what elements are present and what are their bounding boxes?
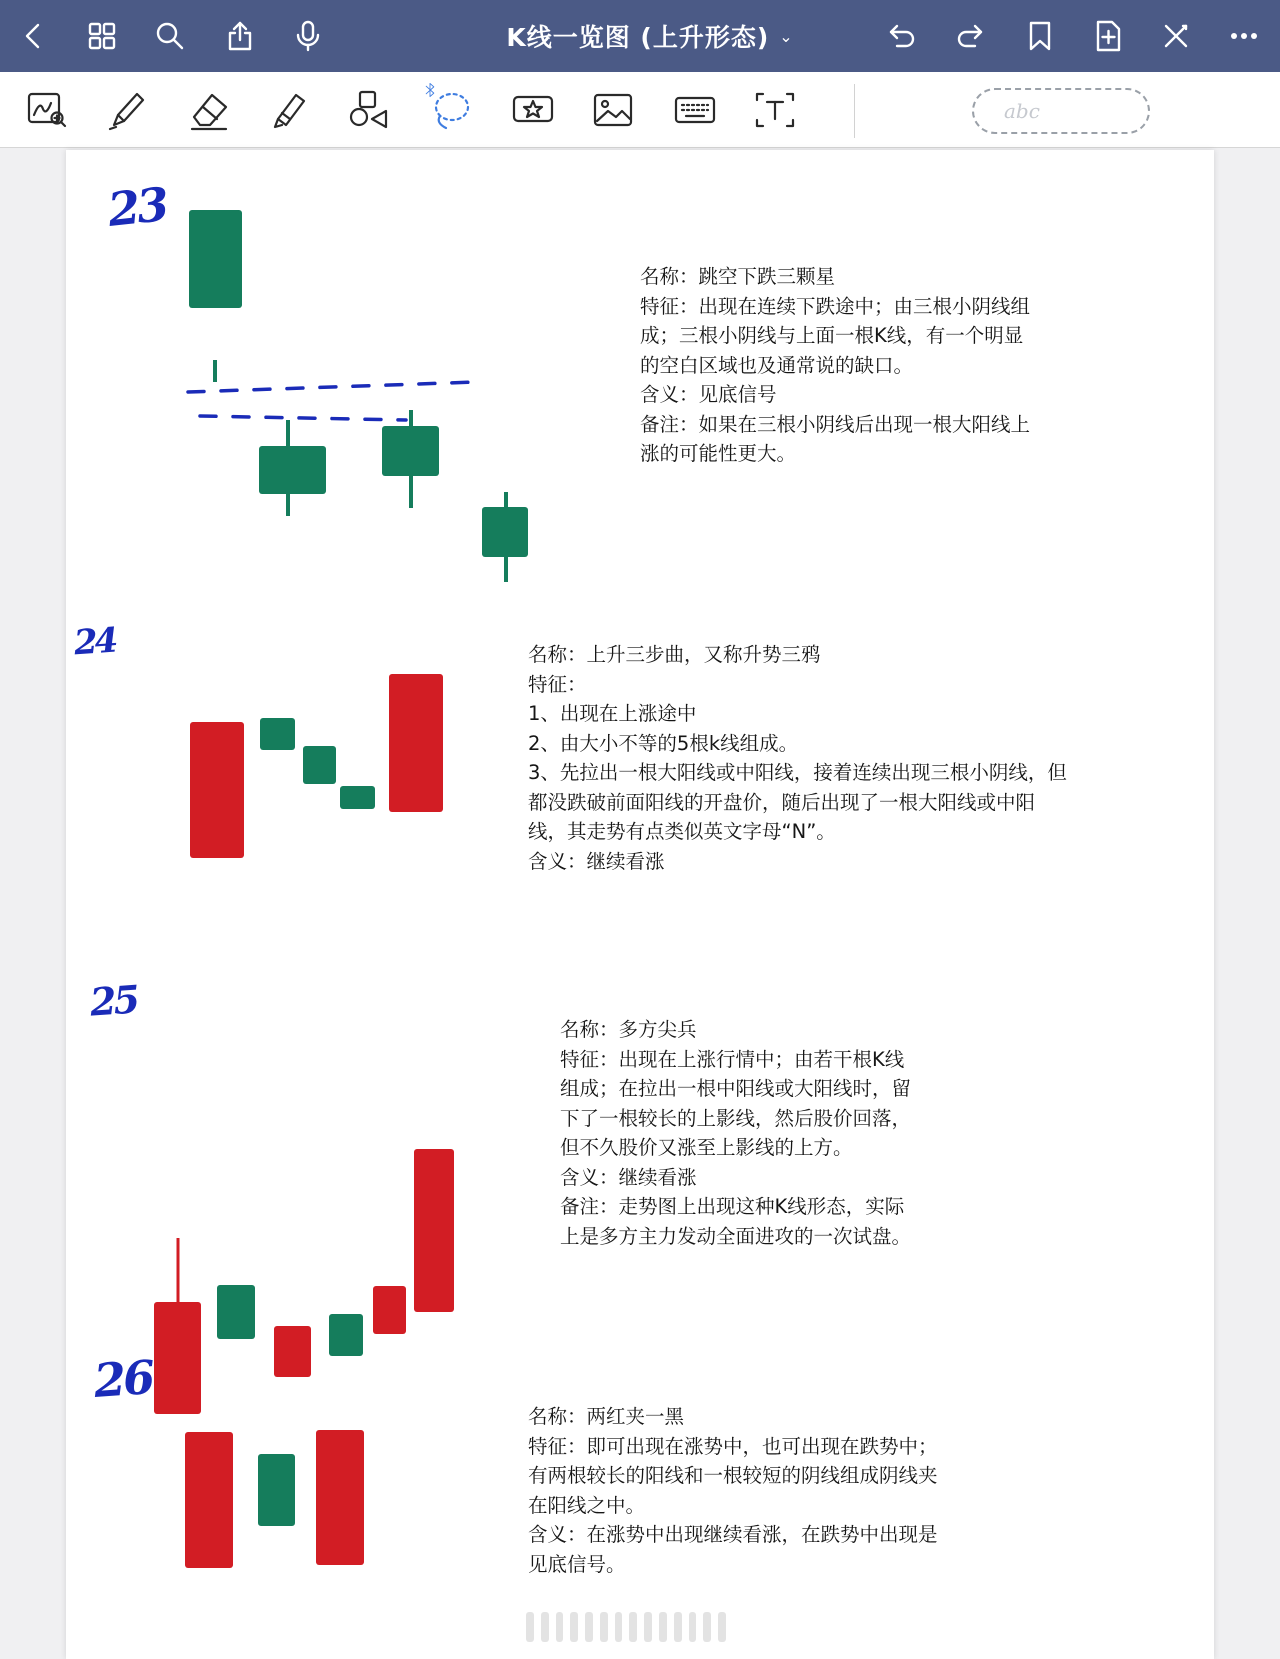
keyboard-tool[interactable] (666, 84, 724, 136)
note-page[interactable] (66, 150, 1214, 1659)
eraser-tool[interactable] (180, 84, 238, 136)
redo-icon (953, 19, 987, 53)
pattern-24-line: 线，其走势有点类似英文字母“N”。 (528, 820, 836, 843)
candle-2-body (217, 1285, 255, 1339)
handwriting-input-field[interactable] (972, 88, 1150, 134)
document-title-text: K线一览图 (上升形态) (506, 23, 770, 52)
pattern-26-line: 在阳线之中。 (528, 1493, 646, 1517)
candle-1-body (185, 1432, 233, 1568)
bluetooth-icon (422, 80, 438, 100)
toolbar-divider (854, 84, 855, 138)
more-button[interactable] (1220, 12, 1268, 60)
undo-button[interactable] (878, 12, 926, 60)
keyboard-icon (672, 87, 718, 133)
zoom-window-icon (24, 87, 70, 133)
pattern-25-line: 下了一根较长的上影线，然后股价回落， (560, 1106, 912, 1130)
bookmark-button[interactable] (1016, 12, 1064, 60)
image-icon (590, 87, 636, 133)
pattern-26-candlestick-figure (176, 1430, 446, 1580)
eraser-icon (186, 87, 232, 133)
sticker-tool[interactable] (504, 84, 562, 136)
redo-button[interactable] (946, 12, 994, 60)
candle-3-body (382, 426, 439, 476)
add-page-button[interactable] (1084, 12, 1132, 60)
candle-1-body (189, 210, 242, 308)
pen-tool[interactable] (98, 84, 156, 136)
pattern-23-note: 备注：如果在三根小阴线后出现一根大阳线上 (640, 412, 1031, 436)
pattern-25-description (560, 1015, 911, 1251)
pen-icon (104, 87, 150, 133)
pattern-26-number: 26 (92, 1350, 154, 1408)
shapes-tool[interactable] (340, 84, 398, 136)
pattern-26-description (528, 1402, 938, 1579)
candle-1-body (154, 1302, 201, 1414)
handwriting-placeholder: abc (1004, 99, 1040, 123)
pattern-24-description (528, 640, 1067, 876)
close-icon (1159, 19, 1193, 53)
pattern-24-line: 2、由大小不等的5根k线组成。 (528, 731, 799, 755)
document-title[interactable] (480, 18, 820, 54)
candle-2-body (258, 1454, 295, 1526)
add-page-icon (1091, 19, 1125, 53)
candle-1-body (190, 722, 244, 858)
pattern-25-line: 组成；在拉出一根中阳线或大阳线时，留 (560, 1077, 912, 1100)
sticker-icon (510, 87, 556, 133)
back-icon (17, 19, 51, 53)
text-box-tool[interactable] (746, 84, 804, 136)
highlighter-icon (266, 87, 312, 133)
candle-4-body (329, 1314, 363, 1356)
image-tool[interactable] (584, 84, 642, 136)
pattern-25-name: 名称：多方尖兵 (560, 1018, 697, 1041)
pattern-23-line: 的空白区域也及通常说的缺口。 (640, 353, 914, 377)
pattern-24-candlestick-figure (186, 670, 526, 860)
pattern-23-meaning: 含义：见底信号 (640, 383, 777, 406)
shapes-icon (346, 87, 392, 133)
bookmark-icon (1023, 19, 1057, 53)
pattern-26-line: 特征：即可出现在涨势中，也可出现在跌势中； (528, 1434, 938, 1458)
pattern-25-line: 上是多方主力发动全面进攻的一次试盘。 (560, 1224, 912, 1248)
voice-button[interactable] (284, 12, 332, 60)
pattern-23-number: 23 (105, 177, 169, 237)
pattern-26-line: 见底信号。 (528, 1552, 626, 1576)
pattern-23-name: 名称：跳空下跌三颗星 (640, 265, 836, 288)
pattern-26-name: 名称：两红夹一黑 (528, 1405, 685, 1428)
pattern-24-number: 24 (72, 620, 117, 664)
lasso-tool[interactable] (420, 84, 478, 136)
pattern-25-line: 特征：出现在上涨行情中；由若干根K线 (560, 1047, 905, 1071)
share-button[interactable] (216, 12, 264, 60)
search-icon (153, 19, 187, 53)
candle-6-body (414, 1149, 454, 1312)
top-navigation-bar (0, 0, 1280, 72)
pattern-24-line: 特征： (528, 672, 587, 696)
pattern-23-candlestick-figure (166, 210, 626, 630)
pattern-24-line: 3、先拉出一根大阳线或中阳线，接着连续出现三根小阴线，但 (528, 761, 1067, 784)
candle-3-body (274, 1326, 311, 1377)
pattern-24-line: 1、出现在上涨途中 (528, 702, 697, 725)
pattern-24-meaning: 含义：继续看涨 (528, 849, 665, 873)
candle-4-body (340, 786, 375, 809)
pattern-25-note: 备注：走势图上出现这种K线形态，实际 (560, 1195, 905, 1218)
close-button[interactable] (1152, 12, 1200, 60)
grid-icon (85, 19, 119, 53)
pattern-25-line: 但不久股价又涨至上影线的上方。 (560, 1136, 853, 1159)
pattern-23-line: 成；三根小阴线与上面一根K线，有一个明显 (640, 324, 1024, 347)
candle-3-body (316, 1430, 364, 1565)
pattern-24-name: 名称：上升三步曲，又称升势三鸦 (528, 643, 821, 666)
pattern-25-candlestick-figure (146, 998, 536, 1418)
candle-5-body (389, 674, 443, 812)
pattern-24-line: 都没跌破前面阳线的开盘价，随后出现了一根大阳线或中阳 (528, 790, 1036, 814)
candle-2-body (259, 446, 326, 494)
share-icon (223, 19, 257, 53)
back-button[interactable] (10, 12, 58, 60)
pattern-26-meaning: 含义：在涨势中出现继续看涨，在跌势中出现是 (528, 1523, 938, 1546)
gap-line-lower (200, 416, 406, 420)
pattern-23-description (640, 262, 1030, 469)
candle-5-body (373, 1286, 406, 1334)
page-grid-button[interactable] (78, 12, 126, 60)
gap-line-upper (188, 382, 476, 392)
microphone-icon (291, 19, 325, 53)
search-button[interactable] (146, 12, 194, 60)
text-box-icon (752, 87, 798, 133)
highlighter-tool[interactable] (260, 84, 318, 136)
chevron-down-icon: ⌄ (779, 26, 794, 46)
pattern-25-number: 25 (88, 976, 139, 1025)
more-icon (1227, 19, 1261, 53)
candle-3-body (303, 746, 336, 784)
pattern-25-meaning: 含义：继续看涨 (560, 1165, 697, 1189)
watermark (526, 1612, 726, 1642)
pattern-23-line: 涨的可能性更大。 (640, 442, 797, 465)
pattern-26-line: 有两根较长的阳线和一根较短的阴线组成阴线夹 (528, 1464, 938, 1487)
pattern-23-line: 特征：出现在连续下跌途中；由三根小阴线组 (640, 294, 1031, 318)
candle-4-body (482, 507, 528, 557)
zoom-window-tool[interactable] (18, 84, 76, 136)
undo-icon (885, 19, 919, 53)
candle-2-body (260, 718, 295, 750)
